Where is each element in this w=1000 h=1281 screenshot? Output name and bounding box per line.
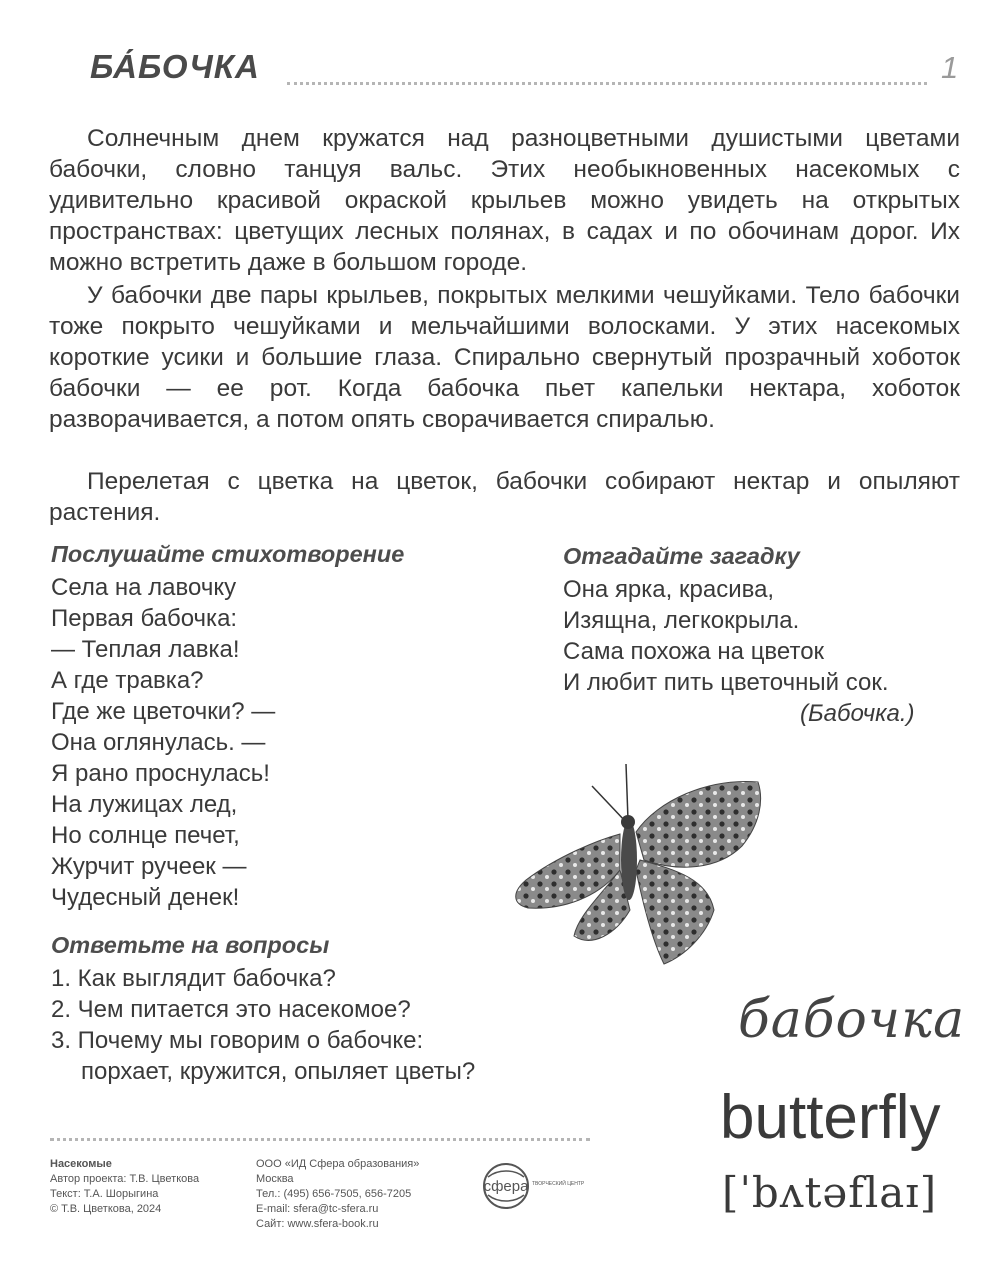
footer-divider — [50, 1138, 590, 1141]
riddle-answer: (Бабочка.) — [800, 700, 915, 727]
riddle — [563, 574, 889, 698]
footer-city: Москва — [256, 1173, 294, 1185]
poem-line: Чудесный денек! — [51, 884, 240, 911]
footer-publisher — [256, 1157, 419, 1232]
poem-line: Я рано проснулась! — [51, 760, 270, 787]
footer-credits — [50, 1157, 199, 1217]
poem-line: — Теплая лавка! — [51, 636, 240, 663]
question-item: 3. Почему мы говорим о бабочке: — [51, 1027, 424, 1054]
english-word: butterfly — [720, 1083, 941, 1152]
poem — [51, 572, 275, 913]
poem-line: Села на лавочку — [51, 574, 237, 601]
question-item: 2. Чем питается это насекомое? — [51, 996, 411, 1023]
transcription: [ˈbʌtəflaɪ] — [722, 1168, 938, 1217]
questions-heading: Ответьте на вопросы — [51, 932, 330, 958]
page-title: БА́БОЧКА — [90, 48, 260, 85]
butterfly-image — [508, 760, 770, 970]
footer-text-author: Текст: Т.А. Шорыгина — [50, 1188, 159, 1200]
paragraph-1: Солнечным днем кружатся над разноцветными душистыми цветами бабочки, словно танцуя вальс. Этих необыкновенных насекомых с удивительно красивой окраской крыльев можно увидеть на открытых пространствах: цветущих лесных полянах, в садах и по обочинам дорог. Их можно встретить даже в большом городе. — [49, 125, 960, 276]
footer-author: Автор проекта: Т.В. Цветкова — [50, 1173, 200, 1185]
paragraph-2: У бабочки две пары крыльев, покрытых мелкими чешуйками. Тело бабочки тоже покрыто чешуйками и мельчайшими волосками. У этих насекомых короткие усики и большие глаза. Спирально свернутый прозрачный хоботок бабочки — ее рот. Когда бабочка пьет капельки нектара, хоботок разворачивается, а потом опять сворачивается спиралью. — [49, 282, 960, 433]
poem-line: Где же цветочки? — — [51, 698, 276, 725]
poem-line: Первая бабочка: — [51, 605, 238, 632]
poem-line: А где травка? — [51, 667, 204, 694]
poem-heading: Послушайте стихотворение — [51, 541, 405, 567]
page-number: 1 — [941, 50, 959, 85]
logo-subtext: ТВОРЧЕСКИЙ ЦЕНТР — [532, 1181, 585, 1187]
paragraph-3: Перелетая с цветка на цветок, бабочки собирают нектар и опыляют растения. — [49, 468, 960, 526]
questions-list — [51, 963, 475, 1087]
poem-line: Но солнце печет, — [51, 822, 240, 849]
poem-line: Она оглянулась. — — [51, 729, 266, 756]
title-divider — [287, 82, 927, 85]
question-item: порхает, кружится, опыляет цветы? — [81, 1058, 476, 1085]
footer-site: Сайт: www.sfera-book.ru — [256, 1218, 379, 1230]
footer-publisher-name: ООО «ИД Сфера образования» — [256, 1158, 420, 1170]
footer-copyright: © Т.В. Цветкова, 2024 — [50, 1203, 162, 1215]
footer-email: E-mail: sfera@tc-sfera.ru — [256, 1203, 379, 1215]
riddle-heading: Отгадайте загадку — [563, 543, 800, 569]
riddle-line: Сама похожа на цветок — [563, 638, 825, 665]
poem-line: На лужицах лед, — [51, 791, 238, 818]
riddle-line: Изящна, легкокрыла. — [563, 607, 800, 634]
sfera-logo — [480, 1161, 592, 1211]
cursive-word: бабочка — [738, 990, 966, 1050]
footer-phone: Тел.: (495) 656-7505, 656-7205 — [256, 1188, 412, 1200]
poem-line: Журчит ручеек — — [51, 853, 247, 880]
riddle-line: И любит пить цветочный сок. — [563, 669, 889, 696]
logo-text: сфера — [483, 1178, 529, 1195]
footer-series: Насекомые — [50, 1158, 112, 1170]
question-item: 1. Как выглядит бабочка? — [51, 965, 336, 992]
riddle-line: Она ярка, красива, — [563, 576, 775, 603]
